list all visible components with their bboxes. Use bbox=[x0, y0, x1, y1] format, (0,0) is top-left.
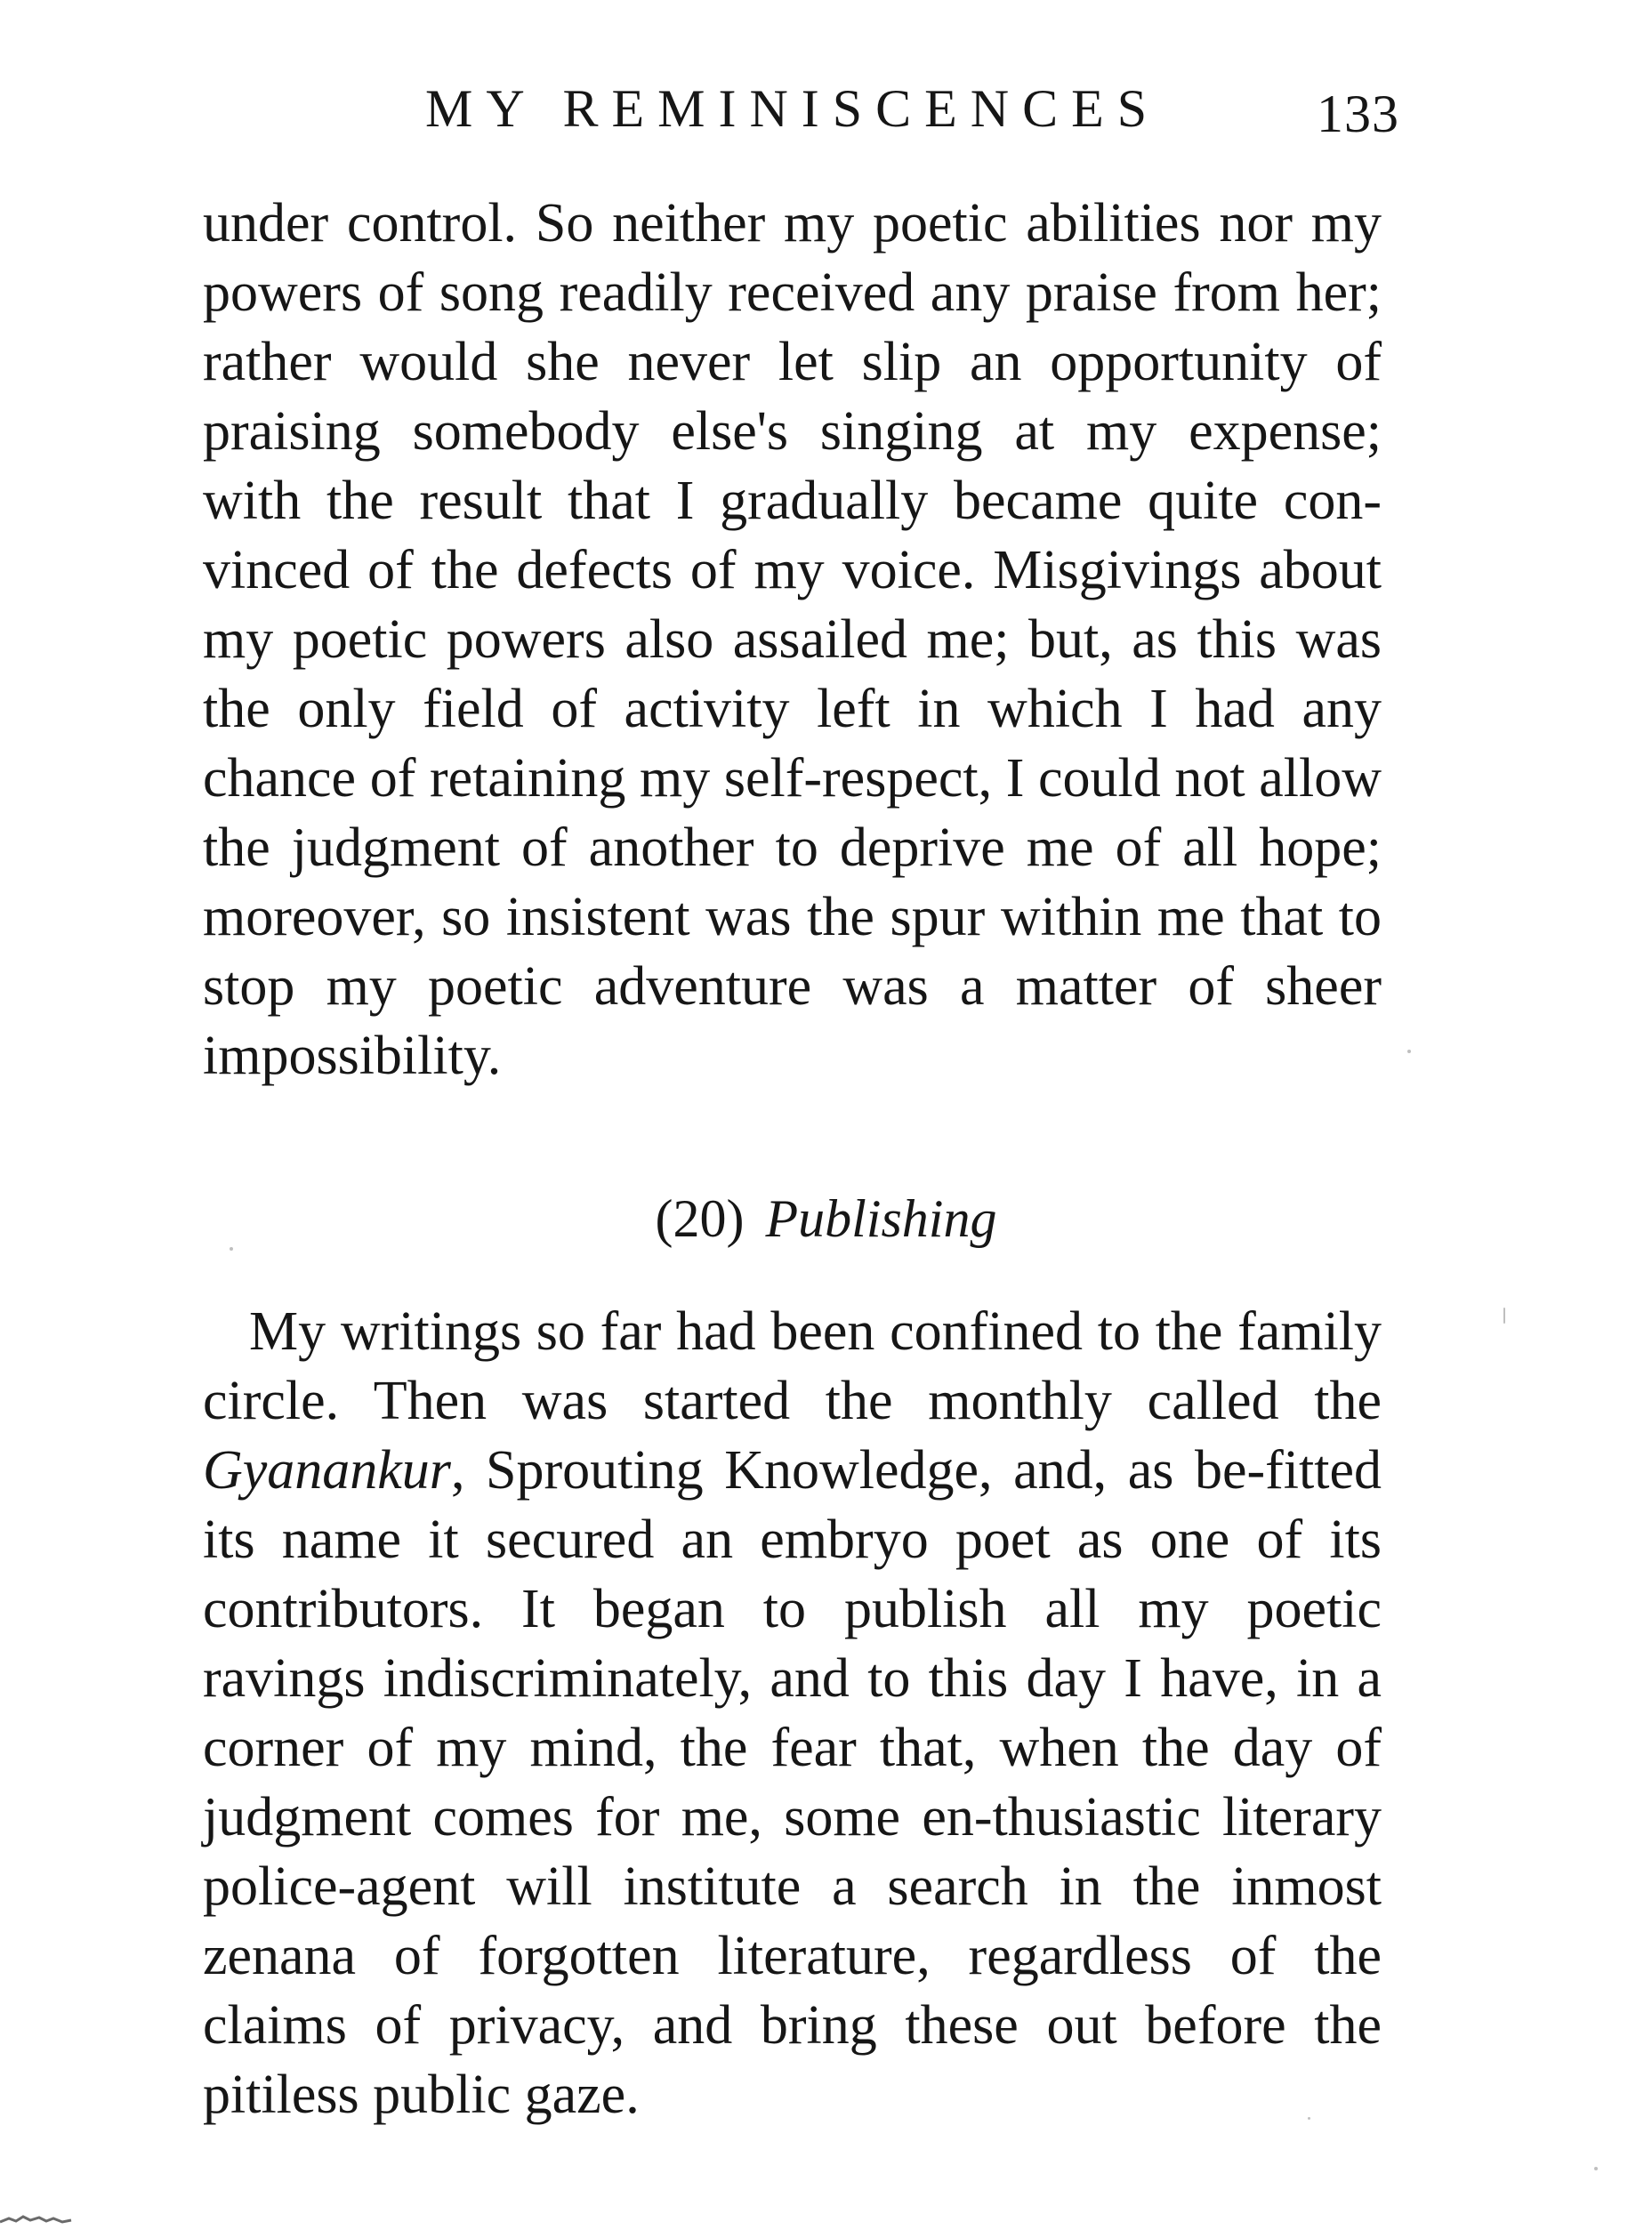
running-title: MY REMINISCENCES bbox=[425, 79, 1161, 138]
scan-speck bbox=[1503, 1308, 1505, 1324]
scan-speck bbox=[1594, 2167, 1598, 2170]
section-title: Publishing bbox=[765, 1189, 997, 1248]
scan-speck bbox=[1308, 2117, 1310, 2120]
paragraph-text-start: My writings so far had been confined to the family circle. Then was started the monthly called the bbox=[203, 1301, 1382, 1431]
scan-speck bbox=[230, 1247, 233, 1251]
body-text-section bbox=[203, 1297, 1382, 2129]
running-header bbox=[0, 73, 1652, 144]
paragraph bbox=[203, 1297, 1382, 2129]
scan-speck bbox=[1407, 1050, 1411, 1053]
paragraph: under control. So neither my poetic abilities nor my powers of song readily received any praise from her; rather would she never let slip an opportunity of praising somebody else's singing at my expense; with the result that I gradually became quite con-vinced of the defects of my voice. Misgivings about my poetic powers also assailed me; but, as this was the only field of activity left in which I had any chance of retaining my self-respect, I could not allow the judgment of another to deprive me of all hope; moreover, so insistent was the spur within me that to stop my poetic adventure was a matter of sheer impossibility. bbox=[203, 193, 1382, 1086]
scan-smudge bbox=[0, 2213, 73, 2226]
paragraph-text-end: , Sprouting Knowledge, and, as be-fitted its name it secured an embryo poet as one of its contributors. It began to publish all my poetic ravings indiscriminately, and to this day I have, in a corner of my mind, the fear that, when the day of judgment comes for me, some en-thusiastic literary police-agent will institute a search in the inmost zenana of forgotten literature, regardless of the claims of privacy, and bring these out before the pitiless public gaze. bbox=[203, 1440, 1382, 2125]
page-number: 133 bbox=[1317, 85, 1399, 143]
body-text-continued bbox=[203, 189, 1382, 1091]
section-number: (20) bbox=[655, 1189, 745, 1248]
journal-name: Gyanankur bbox=[203, 1440, 451, 1501]
section-heading bbox=[0, 1183, 1652, 1254]
